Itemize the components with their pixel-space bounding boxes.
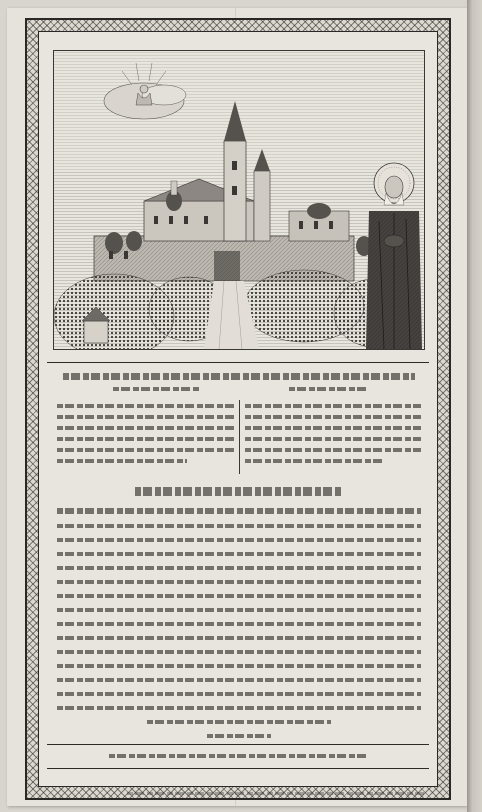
prayer-line: [57, 580, 421, 584]
prayer-line: [57, 566, 421, 570]
prayer-line: [57, 636, 421, 640]
prayer-title-print: [135, 487, 341, 496]
amen-line: [207, 734, 271, 738]
troparion-line: [57, 426, 235, 430]
prayer-line: [57, 678, 421, 682]
troparion-text: [57, 402, 235, 472]
troparion-heading-print: [63, 373, 415, 380]
prayer-line: [57, 608, 421, 612]
print-sheet: [7, 8, 467, 806]
feast-dates-line: [109, 754, 369, 758]
monastery-engraving: [53, 50, 425, 350]
prayer-line: [57, 524, 421, 528]
prayer-text: [57, 506, 421, 730]
kontakion-text: [245, 402, 421, 472]
prayer-line: [57, 594, 421, 598]
kontakion-tone-line: [289, 387, 369, 391]
prayer-line: [147, 720, 331, 724]
troparion-line: [57, 448, 235, 452]
kontakion-line: [245, 448, 421, 452]
troparion-line: [57, 404, 235, 408]
censor-imprint-line: [127, 792, 427, 795]
prayer-line: [57, 706, 421, 710]
prayer-line: [57, 508, 421, 514]
troparion-line: [57, 437, 235, 441]
troparion-line: [57, 459, 187, 463]
prayer-line: [57, 664, 421, 668]
engraving-scene: [54, 51, 424, 349]
kontakion-line: [245, 426, 421, 430]
kontakion-line: [245, 415, 421, 419]
footer-rule: [47, 744, 429, 745]
title-rule-top: [47, 362, 429, 363]
prayer-line: [57, 552, 421, 556]
footer-rule-bottom: [47, 768, 429, 769]
prayer-line: [57, 650, 421, 654]
book-binding-edge: [467, 0, 482, 812]
kontakion-line: [245, 437, 421, 441]
prayer-line: [57, 622, 421, 626]
ornamental-border: [25, 18, 451, 800]
prayer-line: [57, 692, 421, 696]
kontakion-line: [245, 459, 385, 463]
troparion-line: [57, 415, 235, 419]
page-content: [38, 31, 438, 787]
troparion-tone-line: [113, 387, 199, 391]
column-divider: [239, 400, 240, 474]
kontakion-line: [245, 404, 421, 408]
prayer-line: [57, 538, 421, 542]
